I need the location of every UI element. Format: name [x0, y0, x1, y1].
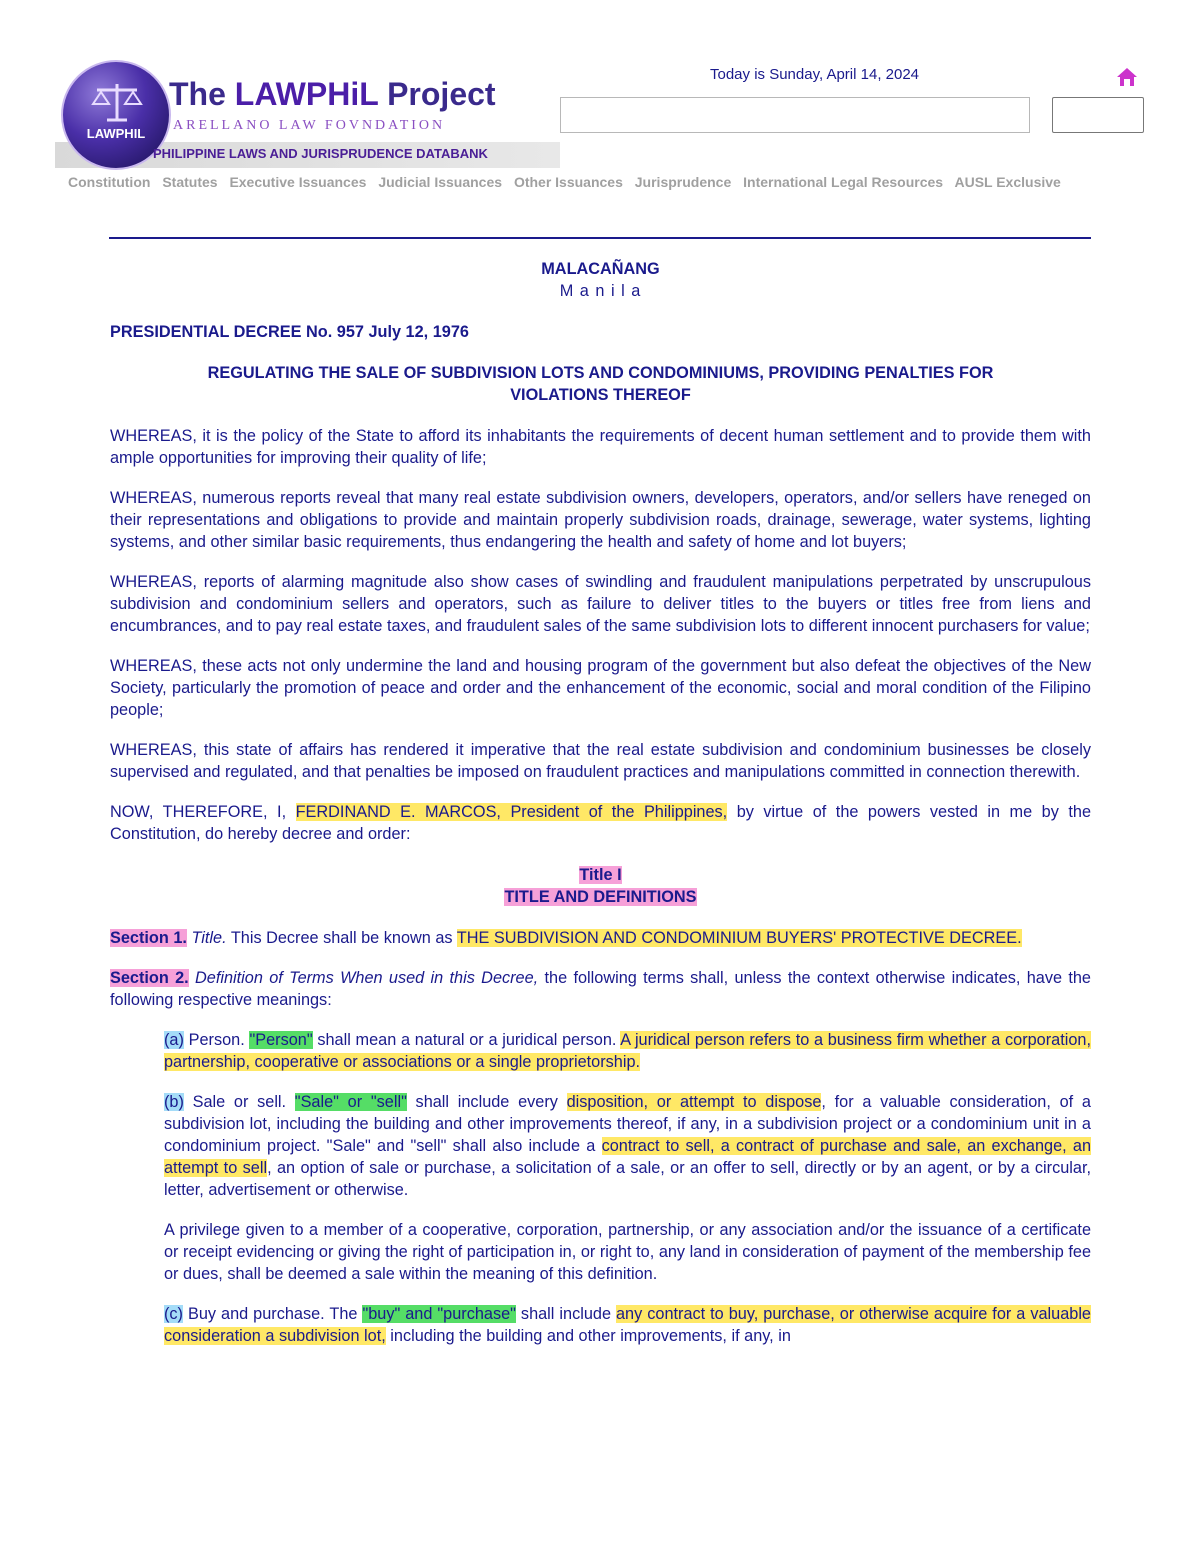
nav-other-issuances[interactable]: Other Issuances [513, 174, 623, 190]
definition-b-label: (b) [164, 1093, 184, 1111]
now-therefore-clause [110, 801, 1091, 845]
definition-b [110, 1091, 1091, 1201]
definition-c-text-1: Buy and purchase. The [182, 1305, 363, 1323]
privilege-paragraph: A privilege given to a member of a cooperative, corporation, partnership, or any association and/or the issuance of a certificate or receipt evidencing or giving the right of participation in, or right to, any land in consideration of payment of the membership fee or dues, shall be deemed a sale within the meaning of this definition. [164, 1221, 1091, 1283]
whereas-clause-1: WHEREAS, it is the policy of the State to afford its inhabitants the requirements of decent human settlement and to provide them with ample opportunities for improving their quality of life; [110, 427, 1091, 467]
nav-ausl-exclusive[interactable]: AUSL Exclusive [954, 174, 1061, 190]
definition-a-term: "Person" [249, 1031, 313, 1049]
seal-label: LAWPHIL [86, 126, 146, 141]
definition-c-highlight: any contract to buy, purchase, or otherwise acquire for a valuable consideration a subdivision lot, [164, 1305, 1091, 1345]
definition-b-highlight-2: contract to sell, a contract of purchase and sale, an exchange, an attempt to sell [164, 1137, 1092, 1177]
definition-b-highlight-1: disposition, or attempt to dispose [566, 1093, 822, 1111]
section-2-label: Section 2. [110, 969, 189, 987]
brand-name: LAWPHiL [234, 76, 379, 112]
whereas-clause-3: WHEREAS, reports of alarming magnitude also show cases of swindling and fraudulent manipulations perpetrated by unscrupulous subdivision and condominium sellers and operators, such as failure to deliver titles to the buyers or titles free from liens and encumbrances, and to pay real estate taxes, and fraudulent sales of the same subdivision lots to different innocent purchasers for value; [110, 573, 1091, 635]
current-date: Today is Sunday, April 14, 2024 [710, 66, 920, 83]
search-button[interactable] [1052, 97, 1144, 133]
nav-constitution[interactable]: Constitution [68, 174, 151, 190]
decree-heading-line2: VIOLATIONS THEREOF [510, 386, 691, 404]
databank-label: PHILIPPINE LAWS AND JURISPRUDENCE DATABANK [153, 146, 488, 161]
now-highlight: FERDINAND E. MARCOS, President of the Philippines, [295, 803, 728, 821]
now-text-a: NOW, THEREFORE, I, [110, 803, 296, 821]
main-nav [68, 174, 1069, 190]
document-body [110, 258, 1091, 1347]
decree-title: PRESIDENTIAL DECREE No. 957 July 12, 1976 [110, 323, 469, 341]
scales-of-justice-icon [91, 80, 143, 124]
nav-international-legal-resources[interactable]: International Legal Resources [743, 174, 944, 190]
now-text-b: by virtue of the powers vested in me by the Constitution, do hereby decree and order: [110, 803, 1092, 843]
definition-b-text-3: , for a valuable consideration, of a subdivision lot, including the building and other improvements thereof, if any, in a subdivision project or a condominium unit in a condominium project. "Sale" and "sell" shall also include a [164, 1093, 1091, 1155]
whereas-clause-4: WHEREAS, these acts not only undermine the land and housing program of the government but also defeat the objectives of the New Society, particularly the promotion of peace and order and the enhancement of the economic, social and moral condition of the Filipino people; [110, 657, 1091, 719]
office-name: MALACAÑANG [541, 260, 660, 278]
foundation-name: ARELLANO LAW FOVNDATION [173, 118, 446, 133]
section-2-text: the following terms shall, unless the context otherwise indicates, have the following respective meanings: [110, 969, 1091, 1009]
section-1-highlight: THE SUBDIVISION AND CONDOMINIUM BUYERS' PROTECTIVE DECREE. [456, 929, 1022, 947]
title-number: Title I [579, 866, 622, 884]
brand-project: Project [378, 76, 496, 112]
nav-jurisprudence[interactable]: Jurisprudence [634, 174, 732, 190]
office-city: M a n i l a [559, 282, 642, 300]
definition-b-text-1: Sale or sell. [183, 1093, 295, 1111]
definition-b-text-2: shall include every [406, 1093, 567, 1111]
decree-heading [110, 362, 1091, 406]
site-logo[interactable] [55, 58, 560, 168]
title-heading [110, 864, 1091, 908]
whereas-clause-2: WHEREAS, numerous reports reveal that many real estate subdivision owners, developers, operators, and/or sellers have reneged on their representations and obligations to provide and maintain properly subdivision roads, drainage, sewerage, water systems, lighting systems, and other similar basic requirements, thus endangering the health and safety of home and lot buyers; [110, 489, 1091, 551]
definition-b-term: "Sale" or "sell" [294, 1093, 407, 1111]
section-2-title: Definition of Terms When used in this Decree, [195, 969, 539, 987]
section-1-title: Title. [191, 929, 227, 947]
definition-c [110, 1303, 1091, 1347]
brand-title [169, 76, 496, 113]
definition-a-label: (a) [164, 1031, 184, 1049]
definition-c-term: "buy" and "purchase" [362, 1305, 516, 1323]
section-1-label: Section 1. [110, 929, 187, 947]
whereas-clause-5: WHEREAS, this state of affairs has rendered it imperative that the real estate subdivision and condominium businesses be closely supervised and regulated, and that penalties be imposed on fraudulent practices and manipulations committed in connection therewith. [110, 741, 1091, 781]
title-name: TITLE AND DEFINITIONS [504, 888, 697, 906]
section-1-text: This Decree shall be known as [226, 929, 457, 947]
section-2 [110, 967, 1091, 1011]
definition-b-text-4: , an option of sale or purchase, a solicitation of a sale, or an offer to sell, directly or by an agent, or by a circular, letter, advertisement or otherwise. [164, 1159, 1091, 1199]
definition-a-highlight: A juridical person refers to a business firm whether a corporation, partnership, cooperative or associations or a single proprietorship. [164, 1031, 1091, 1071]
definition-a-text-2: shall mean a natural or a juridical person. [312, 1031, 621, 1049]
decree-heading-line1: REGULATING THE SALE OF SUBDIVISION LOTS AND CONDOMINIUMS, PROVIDING PENALTIES FOR [207, 364, 994, 382]
home-icon[interactable] [1116, 66, 1138, 88]
nav-statutes[interactable]: Statutes [162, 174, 218, 190]
definition-c-text-2: shall include [515, 1305, 616, 1323]
brand-the: The [169, 76, 235, 112]
nav-judicial-issuances[interactable]: Judicial Issuances [378, 174, 503, 190]
definition-a-text-1: Person. [183, 1031, 250, 1049]
section-1 [110, 927, 1091, 949]
definition-c-text-3: including the building and other improvements, if any, in [385, 1327, 791, 1345]
nav-executive-issuances[interactable]: Executive Issuances [229, 174, 367, 190]
definition-c-label: (c) [164, 1305, 183, 1323]
header-divider [109, 237, 1091, 239]
search-input[interactable] [560, 97, 1030, 133]
definition-a [110, 1029, 1091, 1073]
